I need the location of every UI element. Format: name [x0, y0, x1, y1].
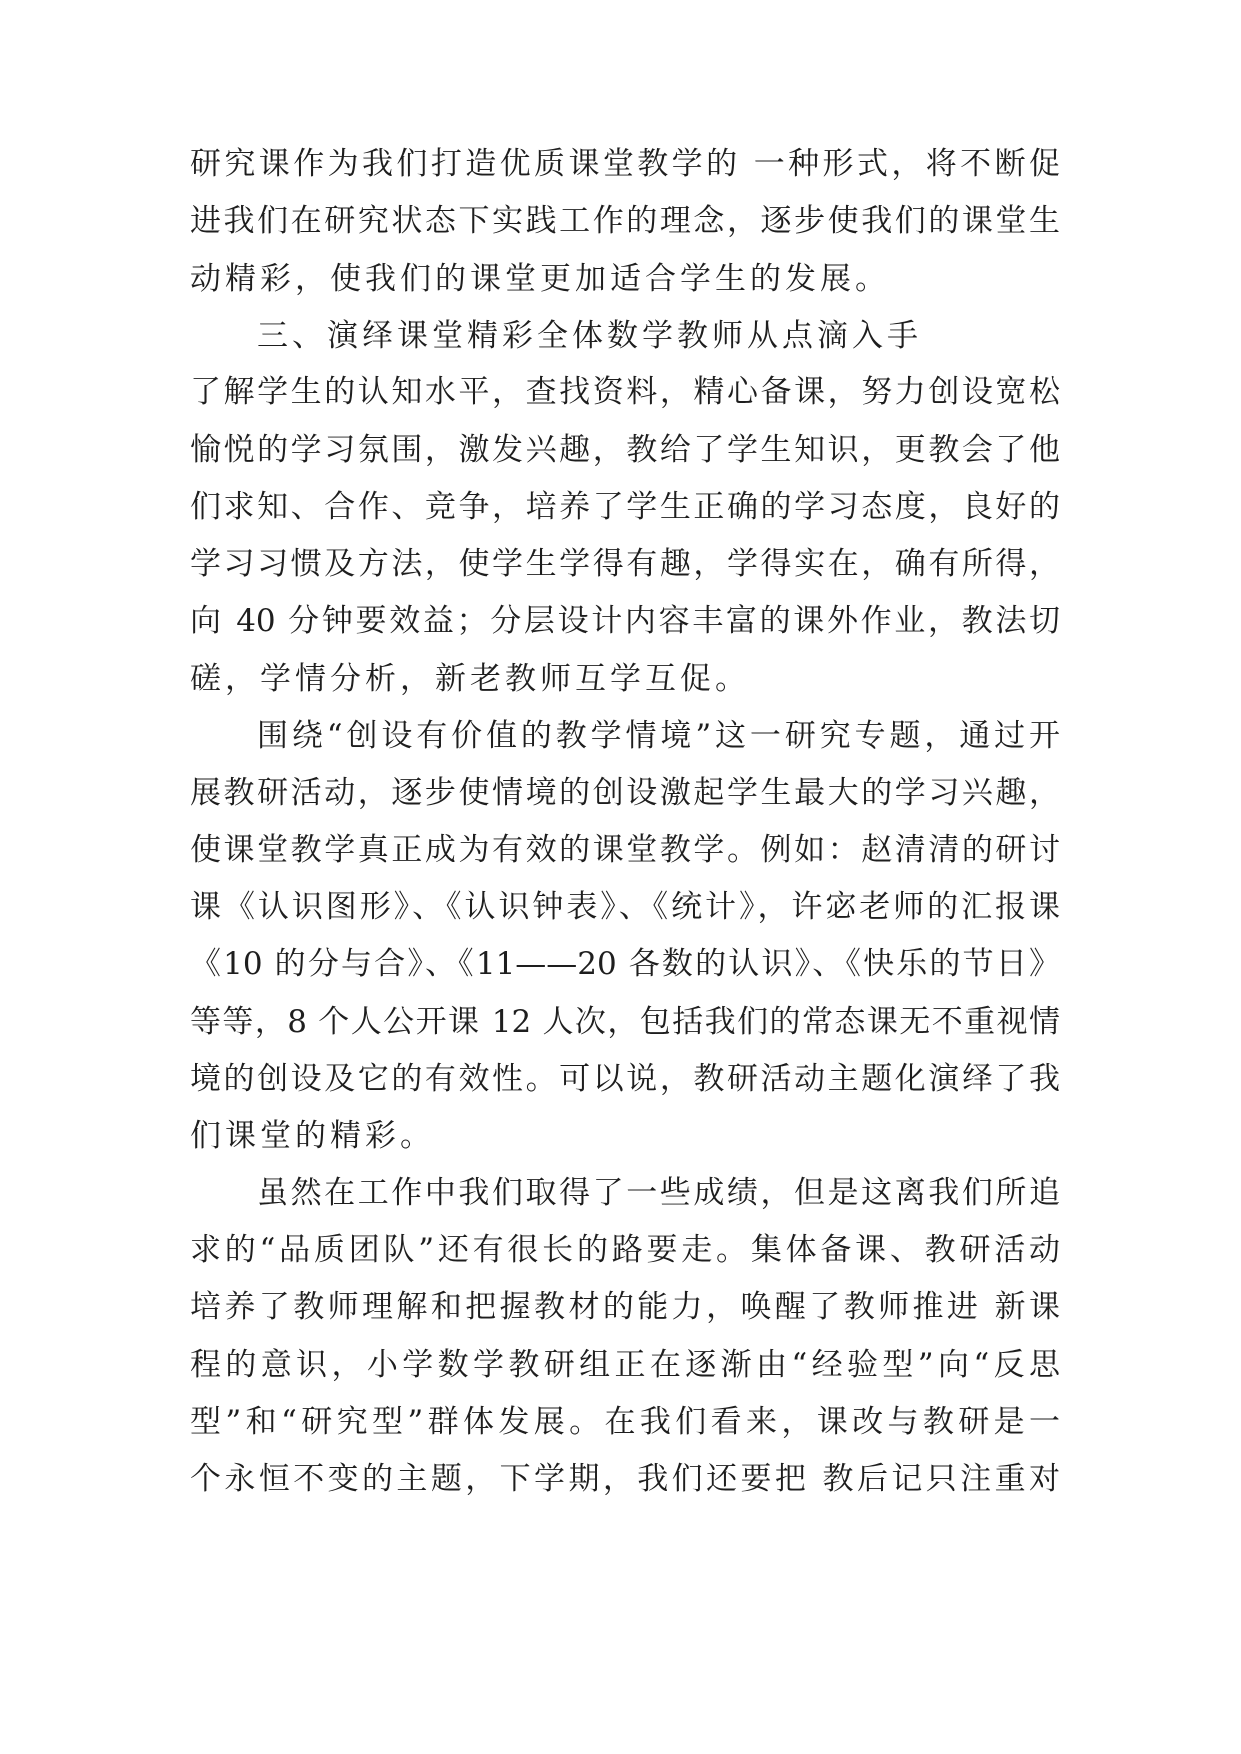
paragraph-line: 等等，8 个人公开课 12 人次，包括我们的常态课无不重视情 — [190, 1004, 1060, 1040]
paragraph-line: 型”和“研究型”群体发展。在我们看来，课改与教研是一 — [190, 1404, 1060, 1440]
paragraph-line: 研究课作为我们打造优质课堂教学的 一种形式，将不断促 — [190, 146, 1060, 182]
paragraph-line: 进我们在研究状态下实践工作的理念，逐步使我们的课堂生 — [190, 203, 1060, 239]
paragraph-line: 向 40 分钟要效益；分层设计内容丰富的课外作业，教法切 — [190, 603, 1060, 639]
paragraph-line: 愉悦的学习氛围，激发兴趣，教给了学生知识，更教会了他 — [190, 432, 1060, 468]
paragraph-line: 们求知、合作、竞争，培养了学生正确的学习态度，良好的 — [190, 489, 1060, 525]
paragraph-line: 们课堂的精彩。 — [190, 1118, 435, 1154]
paragraph-line: 使课堂教学真正成为有效的课堂教学。例如：赵清清的研讨 — [190, 832, 1060, 868]
paragraph-line: 磋，学情分析，新老教师互学互促。 — [190, 661, 750, 697]
paragraph-line: 程的意识，小学数学教研组正在逐渐由“经验型”向“反思 — [190, 1347, 1060, 1383]
paragraph-line: 境的创设及它的有效性。可以说，教研活动主题化演绎了我 — [190, 1061, 1060, 1097]
paragraph-line: 围绕“创设有价值的教学情境”这一研究专题，通过开 — [257, 718, 1060, 754]
paragraph-line: 动精彩，使我们的课堂更加适合学生的发展。 — [190, 261, 890, 297]
paragraph-line: 课《认识图形》、《认识钟表》、《统计》，许宓老师的汇报课 — [190, 889, 1060, 925]
paragraph-line: 虽然在工作中我们取得了一些成绩，但是这离我们所追 — [257, 1175, 1060, 1211]
paragraph-line: 《10 的分与合》、《11——20 各数的认识》、《快乐的节日》 — [190, 946, 1060, 982]
paragraph-line: 培养了教师理解和把握教材的能力，唤醒了教师推进 新课 — [190, 1289, 1060, 1325]
paragraph-line: 求的“品质团队”还有很长的路要走。集体备课、教研活动 — [190, 1232, 1060, 1268]
paragraph-line: 了解学生的认知水平，查找资料，精心备课，努力创设宽松 — [190, 374, 1060, 410]
paragraph-line: 展教研活动，逐步使情境的创设激起学生最大的学习兴趣， — [190, 775, 1060, 811]
paragraph-line: 学习习惯及方法，使学生学得有趣，学得实在，确有所得， — [190, 546, 1060, 582]
paragraph-line: 个永恒不变的主题，下学期，我们还要把 教后记只注重对 — [190, 1461, 1060, 1497]
section-heading: 三、演绎课堂精彩全体数学教师从点滴入手 — [257, 318, 922, 354]
